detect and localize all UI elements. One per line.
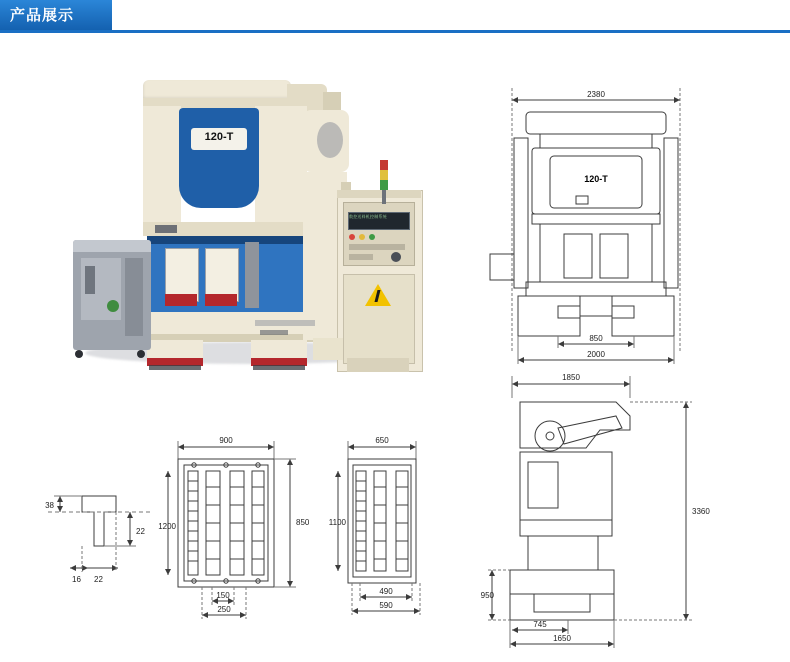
tower-lamp-post [382,190,386,204]
tslot-dim-height: 22 [136,527,145,536]
bolster-dim-width: 900 [219,436,233,445]
die-area-top [147,236,307,244]
press-crown [143,80,291,100]
front-dim-overall-width: 2380 [587,90,605,99]
aux-stand [313,338,343,360]
front-model-label: 120-T [584,174,608,184]
frame-right-upper [255,106,307,226]
bolster-dim-slot-width: 150 [216,591,230,600]
front-dim-base-width: 2000 [587,350,605,359]
model-plate-label: 120-T [204,131,234,143]
control-keypad[interactable] [349,244,405,250]
page-header [0,0,790,36]
control-cabinet-top [337,190,421,198]
press-nameplate [155,225,177,233]
slide-plate-plan-drawing [320,425,470,615]
t-slot-section-detail [30,470,170,590]
header-divider [0,30,790,33]
flywheel [317,122,343,158]
die-guide [245,242,259,308]
die-block-left [165,294,197,306]
foot-left-mount [149,365,201,370]
bolster-dim-slot-pitch: 250 [217,605,231,614]
tslot-dim-depth: 38 [45,501,54,510]
foot-right-mount [253,365,305,370]
control-keypad-2[interactable] [349,254,373,260]
cabinet-plinth [347,358,409,372]
tower-lamp-red [380,160,388,170]
page-title: 产品展示 [10,6,75,24]
control-selector-knob[interactable] [391,252,401,262]
chiller-caster-right [137,350,145,358]
bolster-plate-plan-drawing [150,425,330,625]
chiller-indicator [107,300,119,312]
tower-lamp-green [380,180,388,190]
tslot-dim-opening: 22 [94,575,103,584]
indicator-led-green[interactable] [369,234,375,240]
bolster-dim-inner-height: 1200 [158,522,176,531]
indicator-led-red[interactable] [349,234,355,240]
side-dim-total-height: 3360 [692,507,710,516]
press-machine-photo [55,62,455,367]
side-dim-top-width: 1850 [562,373,580,382]
bed-detail-2 [260,330,288,335]
chiller-vent [85,266,95,294]
tslot-dim-base: 16 [72,575,81,584]
side-elevation-drawing [480,358,770,648]
press-front-cover [179,108,259,208]
front-elevation-drawing [480,78,760,373]
indicator-led-yellow[interactable] [359,234,365,240]
side-dim-foot-offset: 745 [533,620,547,629]
tower-lamp-yellow [380,170,388,180]
chiller-top [73,240,151,252]
bolster-dim-height: 850 [296,518,310,527]
side-dim-lower-height: 950 [480,591,494,600]
bed-detail [255,320,315,326]
frame-left-upper [143,106,181,226]
side-dim-base-width: 1650 [553,634,571,643]
slide-dim-outer-width: 590 [379,601,393,610]
slide-dim-inner-width: 490 [379,587,393,596]
slide-dim-height: 1100 [328,518,346,527]
front-dim-foot-span: 850 [589,334,603,343]
die-block-right [205,294,237,306]
chiller-caster-left [75,350,83,358]
slide-dim-width: 650 [375,436,389,445]
chiller-side [125,258,143,336]
control-panel-display-text: 数控送料机控制系统 [349,214,387,219]
